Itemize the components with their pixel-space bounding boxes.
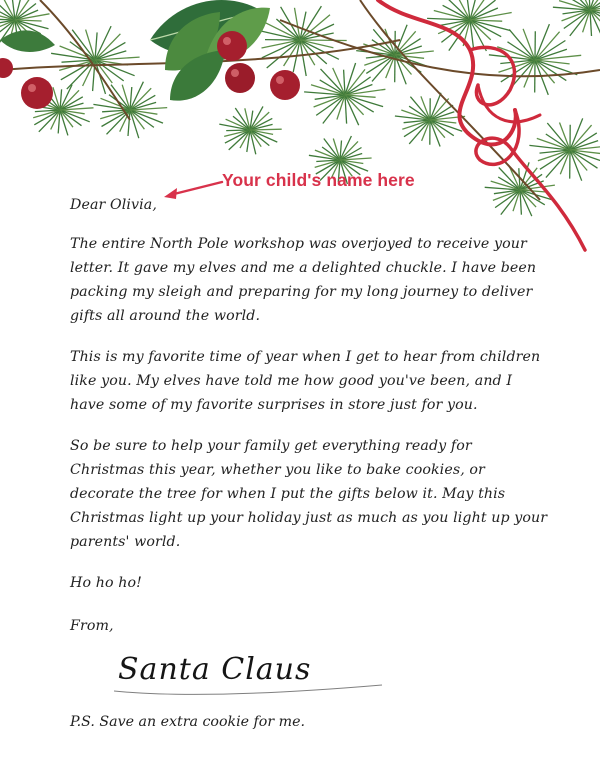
letter-paragraph: The entire North Pole workshop was overjoyed to receive your letter. It gave my elves and me a delighted chuckle. I have been packing my sleigh and preparing for my long journey to deliver gifts all around the world. <box>70 236 537 324</box>
pine-needle <box>226 130 250 131</box>
pine-needle <box>345 63 356 95</box>
pine-needle <box>439 20 470 26</box>
pine-needle <box>53 87 60 110</box>
pine-needle <box>535 60 548 95</box>
pine-needle <box>60 110 68 135</box>
pine-needle <box>337 95 345 120</box>
pine-needle <box>250 129 282 130</box>
pine-needle <box>300 40 347 41</box>
pine-needle <box>262 40 301 48</box>
letter-paragraph: So be sure to help your family get everything ready for Christmas this year, whether you like to bake cookies, or decorate the tree for when I put the gifts below it. May this Christmas light up your holiday just as much as you light up your parents' world. <box>70 438 548 550</box>
pine-needle <box>15 14 50 20</box>
letter-greeting: Dear Olivia, <box>70 197 157 213</box>
letter-closing: From, <box>70 618 114 634</box>
pine-needle <box>470 13 512 21</box>
letter-exclamation: Ho ho ho! <box>70 575 142 591</box>
pine-needle <box>122 85 130 110</box>
letter-paragraph: This is my favorite time of year when I get to hear from children like you. My elves have told me how good you've been, and I have some of my favorite surprises in store just for you. <box>70 349 541 413</box>
letter-postscript: P.S. Save an extra cookie for me. <box>70 714 305 730</box>
signature-text: Santa Claus <box>118 652 312 687</box>
pine-needle <box>130 110 139 138</box>
pine-needle <box>441 20 470 42</box>
letter-body <box>70 193 550 638</box>
santa-signature <box>114 641 384 703</box>
child-name-annotation: Your child's name here <box>222 170 415 190</box>
